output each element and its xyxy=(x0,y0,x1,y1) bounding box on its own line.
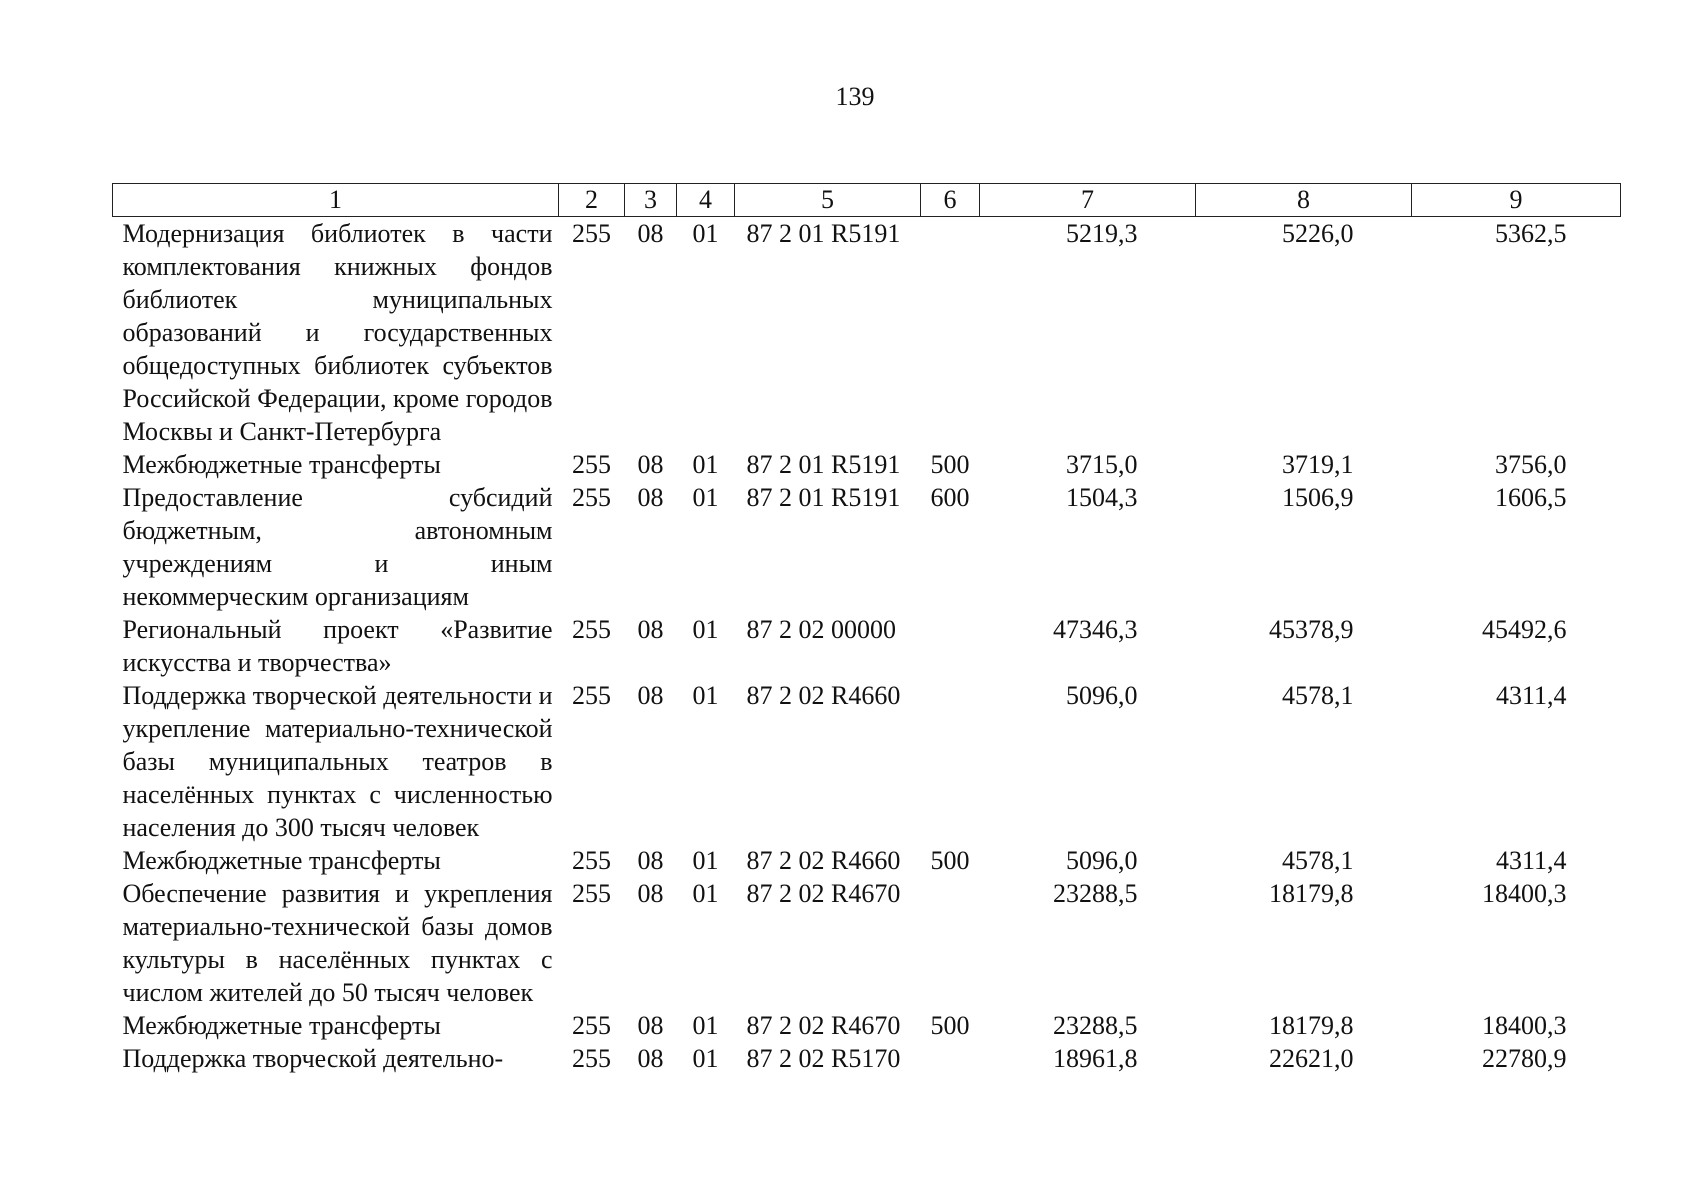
row-name-cell: Модернизация библиотек в части комплектования книжных фондов библиотек муниципальных образований и государственных общедоступных библиотек субъектов Российской Федерации, кроме городов Москвы и Санкт-Петербурга xyxy=(122,219,553,446)
table-row xyxy=(113,1009,1621,1042)
subsection-cell: 01 xyxy=(692,450,719,479)
header-cell: 7 xyxy=(980,184,1196,217)
budget-table xyxy=(112,183,1621,1075)
expense-type-cell: 600 xyxy=(930,483,970,512)
table-row xyxy=(113,877,1621,1009)
amount-col8-cell: 4578,1 xyxy=(1282,681,1354,710)
amount-col8-cell: 4578,1 xyxy=(1282,846,1354,875)
section-cell: 08 xyxy=(637,483,664,512)
header-cell: 2 xyxy=(559,184,625,217)
subsection-cell: 01 xyxy=(692,879,719,908)
section-cell: 08 xyxy=(637,681,664,710)
header-cell: 1 xyxy=(113,184,559,217)
target-article-cell: 87 2 02 R4670 xyxy=(746,879,901,908)
table-row xyxy=(113,679,1621,844)
section-cell: 08 xyxy=(637,450,664,479)
code-255-cell: 255 xyxy=(572,219,611,248)
subsection-cell: 01 xyxy=(692,681,719,710)
amount-col9-cell: 45492,6 xyxy=(1482,615,1567,644)
subsection-cell: 01 xyxy=(692,1011,719,1040)
target-article-cell: 87 2 02 00000 xyxy=(746,615,896,644)
code-255-cell: 255 xyxy=(572,483,611,512)
row-name-cell: Межбюджетные трансферты xyxy=(122,846,441,875)
row-name-cell: Поддержка творческой деятельности и укрепление материально-технической базы муниципальных театров в населённых пунктах с численностью населения до 300 тысяч человек xyxy=(122,681,553,842)
amount-col9-cell: 4311,4 xyxy=(1495,681,1567,710)
target-article-cell: 87 2 01 R5191 xyxy=(746,483,901,512)
amount-col7-cell: 18961,8 xyxy=(1053,1044,1138,1073)
target-article-cell: 87 2 02 R4660 xyxy=(746,846,901,875)
target-article-cell: 87 2 02 R5170 xyxy=(746,1044,901,1073)
code-255-cell: 255 xyxy=(572,879,611,908)
subsection-cell: 01 xyxy=(692,615,719,644)
row-name-cell: Обеспечение развития и укрепления материально-технической базы домов культуры в населённых пунктах с числом жителей до 50 тысяч человек xyxy=(122,879,553,1007)
code-255-cell: 255 xyxy=(572,1044,611,1073)
expense-type-cell xyxy=(921,217,980,449)
amount-col7-cell: 47346,3 xyxy=(1053,615,1138,644)
amount-col9-cell: 3756,0 xyxy=(1495,450,1567,479)
section-cell: 08 xyxy=(637,1011,664,1040)
code-255-cell: 255 xyxy=(572,1011,611,1040)
amount-col7-cell: 23288,5 xyxy=(1053,1011,1138,1040)
amount-col8-cell: 5226,0 xyxy=(1282,219,1354,248)
expense-type-cell xyxy=(921,1042,980,1075)
code-255-cell: 255 xyxy=(572,846,611,875)
row-name-cell: Поддержка творческой деятельно- xyxy=(122,1044,504,1073)
amount-col8-cell: 18179,8 xyxy=(1269,879,1354,908)
code-255-cell: 255 xyxy=(572,615,611,644)
header-cell: 3 xyxy=(625,184,677,217)
table-row xyxy=(113,613,1621,679)
section-cell: 08 xyxy=(637,615,664,644)
header-cell: 8 xyxy=(1196,184,1412,217)
code-255-cell: 255 xyxy=(572,681,611,710)
header-cell: 4 xyxy=(677,184,735,217)
target-article-cell: 87 2 01 R5191 xyxy=(746,219,901,248)
header-row xyxy=(113,184,1621,217)
section-cell: 08 xyxy=(637,879,664,908)
amount-col7-cell: 5096,0 xyxy=(1066,846,1138,875)
table-row xyxy=(113,481,1621,613)
row-name-cell: Межбюджетные трансферты xyxy=(122,450,441,479)
subsection-cell: 01 xyxy=(692,1044,719,1073)
amount-col7-cell: 3715,0 xyxy=(1066,450,1138,479)
row-name-cell: Региональный проект «Развитие искусства и творчества» xyxy=(122,615,553,677)
header-cell: 9 xyxy=(1412,184,1621,217)
expense-type-cell xyxy=(921,613,980,679)
page-number: 139 xyxy=(835,82,875,111)
amount-col7-cell: 1504,3 xyxy=(1066,483,1138,512)
amount-col7-cell: 5219,3 xyxy=(1066,219,1138,248)
expense-type-cell: 500 xyxy=(930,1011,970,1040)
amount-col9-cell: 5362,5 xyxy=(1495,219,1567,248)
table-row xyxy=(113,844,1621,877)
amount-col9-cell: 1606,5 xyxy=(1495,483,1567,512)
header-cell: 5 xyxy=(735,184,921,217)
amount-col9-cell: 18400,3 xyxy=(1482,1011,1567,1040)
subsection-cell: 01 xyxy=(692,219,719,248)
amount-col8-cell: 1506,9 xyxy=(1282,483,1354,512)
section-cell: 08 xyxy=(637,846,664,875)
amount-col8-cell: 3719,1 xyxy=(1282,450,1354,479)
subsection-cell: 01 xyxy=(692,483,719,512)
amount-col7-cell: 5096,0 xyxy=(1066,681,1138,710)
amount-col8-cell: 18179,8 xyxy=(1269,1011,1354,1040)
amount-col9-cell: 22780,9 xyxy=(1482,1044,1567,1073)
expense-type-cell: 500 xyxy=(930,450,970,479)
table-row xyxy=(113,217,1621,449)
code-255-cell: 255 xyxy=(572,450,611,479)
row-name-cell: Предоставление субсидий бюджетным, автономным учреждениям и иным некоммерческим организациям xyxy=(122,483,553,611)
expense-type-cell: 500 xyxy=(930,846,970,875)
section-cell: 08 xyxy=(637,1044,664,1073)
target-article-cell: 87 2 02 R4660 xyxy=(746,681,901,710)
table-row xyxy=(113,448,1621,481)
target-article-cell: 87 2 01 R5191 xyxy=(746,450,901,479)
expense-type-cell xyxy=(921,679,980,844)
expense-type-cell xyxy=(921,877,980,1009)
subsection-cell: 01 xyxy=(692,846,719,875)
section-cell: 08 xyxy=(637,219,664,248)
amount-col8-cell: 22621,0 xyxy=(1269,1044,1354,1073)
header-cell: 6 xyxy=(921,184,980,217)
amount-col9-cell: 18400,3 xyxy=(1482,879,1567,908)
table-row xyxy=(113,1042,1621,1075)
table-body xyxy=(113,217,1621,1076)
amount-col9-cell: 4311,4 xyxy=(1495,846,1567,875)
target-article-cell: 87 2 02 R4670 xyxy=(746,1011,901,1040)
row-name-cell: Межбюджетные трансферты xyxy=(122,1011,441,1040)
amount-col7-cell: 23288,5 xyxy=(1053,879,1138,908)
amount-col8-cell: 45378,9 xyxy=(1269,615,1354,644)
